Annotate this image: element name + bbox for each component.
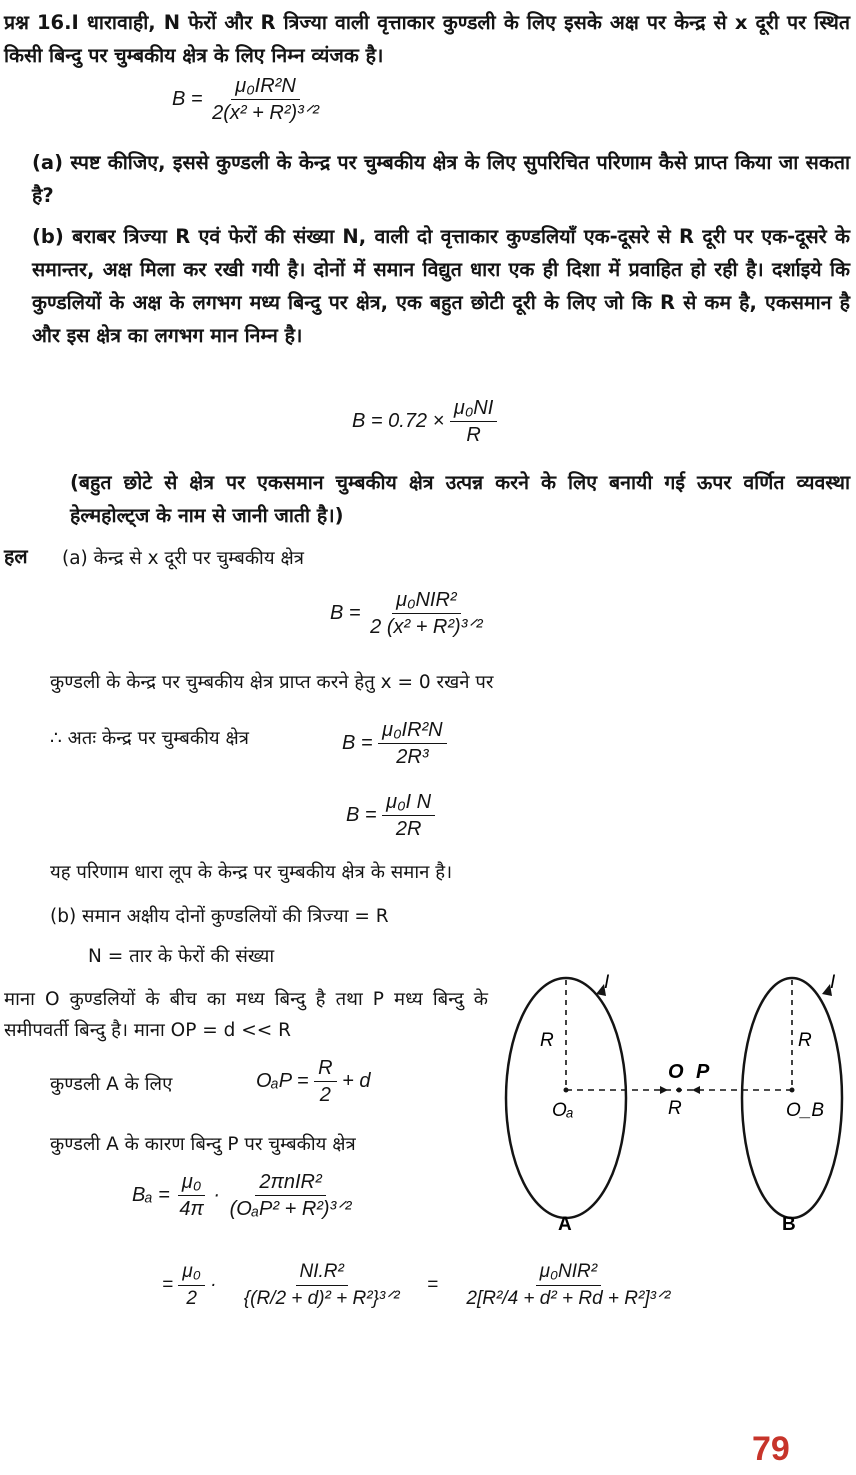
equation-8 [162, 1260, 693, 1311]
label-p: P [696, 1061, 710, 1083]
label-i-left: I [604, 972, 610, 993]
equation-7 [132, 1170, 355, 1221]
eq8-f3-denominator: 2[R²/4 + d² + Rd + R²]³ᐟ² [466, 1288, 671, 1309]
eq3-fraction [366, 588, 486, 639]
label-o: O [668, 1061, 684, 1083]
eq7-f1-numerator: μ₀ [178, 1170, 205, 1196]
helmholtz-coil-diagram [496, 968, 846, 1238]
helmholtz-note: (बहुत छोटे से क्षेत्र पर एकसमान चुम्बकीय क्षेत्र उत्पन्न करने के लिए बनायी गई ऊपर वर्णित व्यवस्था हेल्महोल्ट्ज के नाम से जानी जाती है।) [70, 471, 850, 527]
eq7-f2-numerator: 2πnIR² [255, 1170, 325, 1196]
eq8-f1-numerator: μ₀ [178, 1260, 204, 1286]
equation-3 [330, 588, 486, 639]
eq8-equals-2: = [426, 1274, 439, 1296]
eq7-f2-denominator: (OₐP² + R²)³ᐟ² [229, 1198, 352, 1220]
mid-arrow-right [692, 1086, 700, 1094]
eq1-numerator: μ₀IR²N [231, 74, 300, 100]
eq8-fraction-1 [178, 1260, 204, 1311]
o-point [677, 1088, 682, 1093]
ob-point [790, 1088, 795, 1093]
eq8-fraction-3 [443, 1260, 693, 1311]
eq8-equals: = [162, 1274, 174, 1296]
eq4-numerator: μ₀IR²N [378, 718, 447, 744]
eq8-f2-denominator: {(R/2 + d)² + R²}³ᐟ² [243, 1288, 400, 1309]
part-b-turns-line: N = तार के फेरों की संख्या [88, 946, 275, 967]
eq4-fraction [378, 718, 447, 769]
eq5-denominator: 2R [395, 818, 422, 840]
label-i-right: I [830, 972, 836, 993]
eq7-dot: · [213, 1183, 221, 1206]
eq6-fraction [314, 1056, 336, 1107]
eq1-fraction [208, 74, 323, 125]
solution-part-a-line: (a) केन्द्र से x दूरी पर चुम्बकीय क्षेत्र [62, 548, 304, 569]
equation-1 [172, 74, 323, 125]
part-b-radius-line: (b) समान अक्षीय दोनों कुण्डलियों की त्रिज्या = R [50, 906, 389, 927]
label-r-left: R [540, 1030, 554, 1051]
page-number: 79 [752, 1430, 790, 1468]
midpoint-assumption: माना O कुण्डलियों के बीच का मध्य बिन्दु है तथा P मध्य बिन्दु के समीपवर्ती बिन्दु है। माना OP = d << R [4, 989, 488, 1041]
eq4-lhs: B = [342, 731, 373, 754]
solution-label: हल [4, 545, 28, 568]
x-zero-line: कुण्डली के केन्द्र पर चुम्बकीय क्षेत्र प्राप्त करने हेतु x = 0 रखने पर [50, 672, 494, 693]
label-oa: Oₐ [552, 1100, 574, 1121]
eq4-denominator: 2R³ [396, 746, 429, 768]
label-r-right: R [798, 1030, 812, 1051]
label-coil-a: A [558, 1214, 572, 1235]
equation-6 [256, 1056, 371, 1107]
eq3-lhs: B = [330, 601, 361, 624]
eq3-numerator: μ₀NIR² [392, 588, 461, 614]
eq2-denominator: R [466, 424, 481, 446]
question-intro: I धारावाही, N फेरों और R त्रिज्या वाली वृत्ताकार कुण्डली के लिए इसके अक्ष पर केन्द्र से x दूरी पर स्थित किसी बिन्दु पर चुम्बकीय क्षेत्र के लिए निम्न व्यंजक है। [4, 11, 850, 67]
eq1-lhs: B = [172, 87, 203, 110]
label-r-mid: R [668, 1098, 682, 1119]
mid-arrow-left [660, 1086, 668, 1094]
result-line: यह परिणाम धारा लूप के केन्द्र पर चुम्बकीय क्षेत्र के समान है। [50, 862, 453, 883]
eq2-lhs: B = 0.72 × [352, 409, 445, 432]
eq6-denominator: 2 [319, 1084, 331, 1106]
eq5-numerator: μ₀I N [382, 790, 435, 816]
field-due-to-a-line: कुण्डली A के कारण बिन्दु P पर चुम्बकीय क्षेत्र [50, 1134, 356, 1155]
eq7-fraction-2 [226, 1170, 356, 1221]
label-ob: O_B [786, 1100, 825, 1121]
coil-a-line: कुण्डली A के लिए [50, 1074, 173, 1095]
eq2-fraction [450, 396, 497, 447]
equation-5 [346, 790, 435, 841]
eq6-rhs: + d [342, 1069, 371, 1092]
centre-field-line: ∴ अतः केन्द्र पर चुम्बकीय क्षेत्र [50, 728, 249, 749]
eq5-fraction [382, 790, 435, 841]
eq3-denominator: 2 (x² + R²)³ᐟ² [370, 616, 483, 638]
eq1-denominator: 2(x² + R²)³ᐟ² [212, 102, 319, 124]
eq8-f1-denominator: 2 [186, 1288, 197, 1309]
eq8-f3-numerator: μ₀NIR² [536, 1260, 601, 1286]
eq8-dot: · [210, 1274, 217, 1296]
label-coil-b: B [782, 1214, 796, 1235]
eq7-fraction-1 [175, 1170, 208, 1221]
eq7-f1-denominator: 4π [179, 1198, 204, 1220]
eq6-lhs: OₐP = [256, 1069, 309, 1092]
eq6-numerator: R [314, 1056, 336, 1082]
eq8-fraction-2 [222, 1260, 422, 1311]
question-label: प्रश्न 16. [4, 11, 72, 34]
eq2-numerator: μ₀NI [450, 396, 497, 422]
question-text [4, 6, 850, 72]
eq8-f2-numerator: NI.R² [296, 1260, 348, 1286]
part-b-question: (b) बराबर त्रिज्या R एवं फेरों की संख्या N, वाली दो वृत्ताकार कुण्डलियाँ एक-दूसरे से R दूरी पर एक-दूसरे के समान्तर, अक्ष मिला कर रखी गयी है। दोनों में समान विद्युत धारा एक ही दिशा में प्रवाहित हो रही है। दर्शाइये कि कुण्डलियों के अक्ष के लगभग मध्य बिन्दु पर क्षेत्र, एक बहुत छोटी दूरी के लिए जो कि R से कम है, एकसमान है और इस क्षेत्र का लगभग मान निम्न है। [32, 225, 850, 347]
oa-point [564, 1088, 569, 1093]
eq5-lhs: B = [346, 803, 377, 826]
equation-4 [342, 718, 447, 769]
equation-2 [352, 396, 497, 447]
part-a-question: (a) स्पष्ट कीजिए, इससे कुण्डली के केन्द्र पर चुम्बकीय क्षेत्र के लिए सुपरिचित परिणाम कैसे प्राप्त किया जा सकता है? [32, 151, 850, 207]
eq7-lhs: Bₐ = [132, 1183, 170, 1206]
